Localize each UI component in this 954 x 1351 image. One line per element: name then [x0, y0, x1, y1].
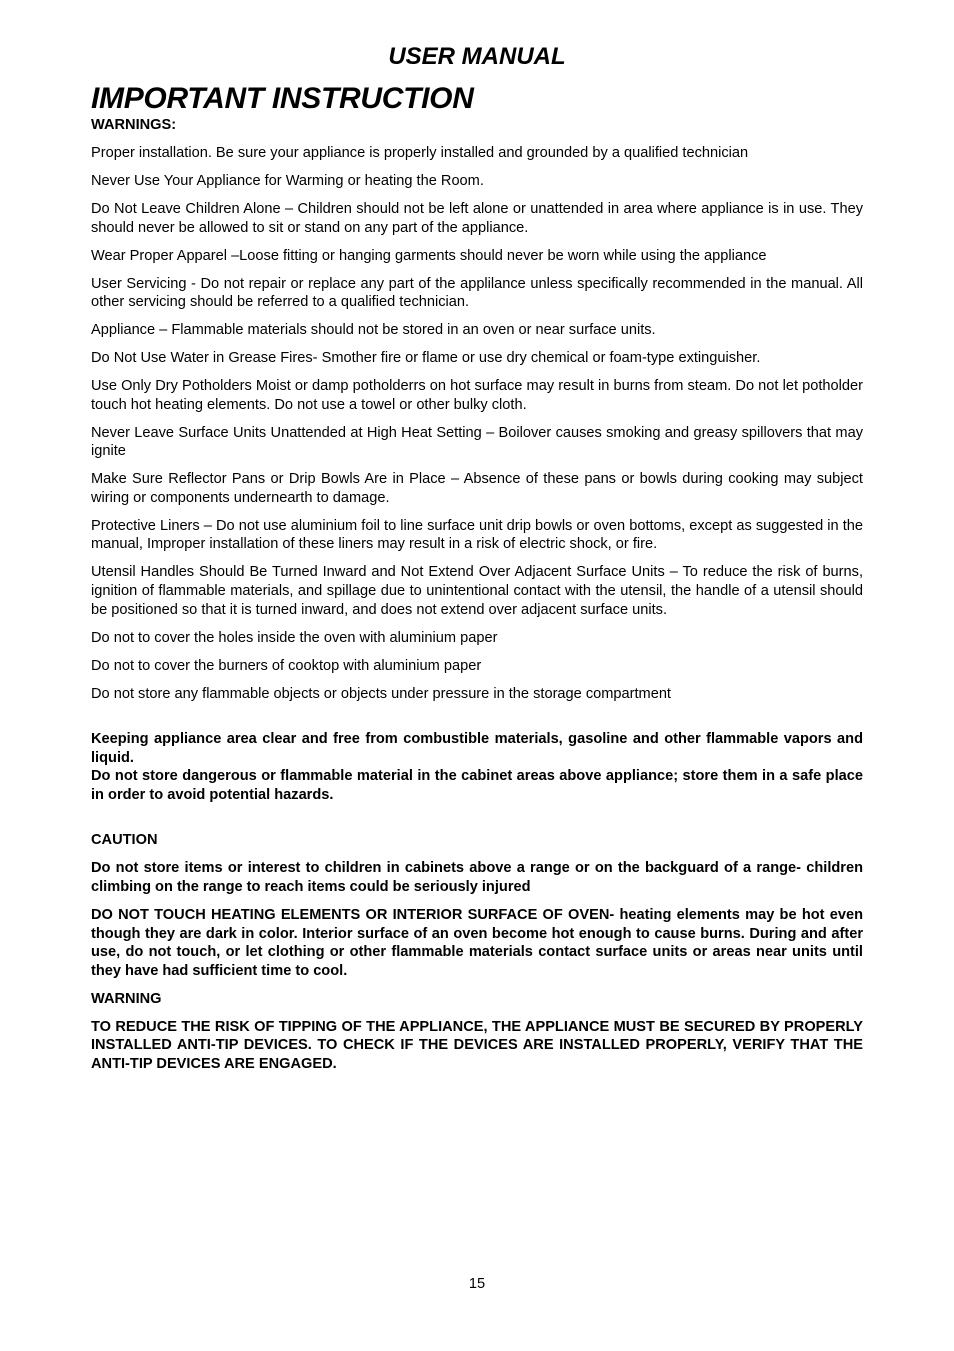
warnings-label: WARNINGS:	[91, 117, 177, 133]
warning-item: Never Use Your Appliance for Warming or heating the Room.	[91, 172, 484, 189]
caution-label: CAUTION	[91, 832, 158, 849]
warning-item: User Servicing - Do not repair or replace any part of the applilance unless specifically recommended in the manual. All other servicing should be referred to a qualified technician.	[91, 275, 863, 311]
warning-item: Do Not Leave Children Alone – Children should not be left alone or unattended in area where appliance is in use. They should never be allowed to sit or stand on any part of the appliance.	[91, 200, 863, 236]
warning-item: Wear Proper Apparel –Loose fitting or hanging garments should never be worn while using the appliance	[91, 247, 767, 264]
warning-item: Proper installation. Be sure your appliance is properly installed and grounded by a qualified technician	[91, 144, 749, 161]
bold-note: Keeping appliance area clear and free from combustible materials, gasoline and other flammable vapors and liquid.	[91, 731, 863, 766]
warning-label: WARNING	[91, 990, 162, 1007]
warning-item: Protective Liners – Do not use aluminium foil to line surface unit drip bowls or oven bottoms, except as suggested in the manual, Improper installation of these liners may result in a risk of electric shock, or fire.	[91, 517, 863, 553]
warning-item: Use Only Dry Potholders Moist or damp potholderrs on hot surface may result in burns from steam. Do not let potholder touch hot heating elements. Do not use a towel or other bulky cloth.	[91, 378, 863, 413]
page-number: 15	[468, 1276, 486, 1292]
instructions-body	[91, 116, 863, 1083]
header-title: USER MANUAL	[388, 43, 566, 70]
warning-item: Make Sure Reflector Pans or Drip Bowls Are in Place – Absence of these pans or bowls during cooking may subject wiring or components undernearth to damage.	[91, 471, 863, 506]
warning-item: Do not to cover the holes inside the oven with aluminium paper	[91, 629, 498, 646]
warning-text: TO REDUCE THE RISK OF TIPPING OF THE APPLIANCE, THE APPLIANCE MUST BE SECURED BY PROPERLY INSTALLED ANTI-TIP DEVICES. TO CHECK IF THE DEVICES ARE INSTALLED PROPERLY, VERIFY THAT THE ANTI-TIP DEVICES ARE ENGAGED.	[91, 1018, 863, 1072]
caution-item: DO NOT TOUCH HEATING ELEMENTS OR INTERIOR SURFACE OF OVEN- heating elements may be hot even though they are dark in color. Interior surface of an oven become hot enough to cause burns. During and after use, do not touch, or let clothing or other flammable materials contact surface units or areas near units until they have had sufficient time to cool.	[91, 907, 863, 979]
warning-item: Utensil Handles Should Be Turned Inward and Not Extend Over Adjacent Surface Units – To reduce the risk of burns, ignition of flammable materials, and spillage due to unintentional contact with the utensil, the handle of a utensil should be positioned so that it is turned inward, and does not extend over adjacent surface units.	[91, 564, 863, 618]
warning-item: Do not store any flammable objects or objects under pressure in the storage compartment	[91, 685, 671, 702]
warning-item: Do Not Use Water in Grease Fires- Smother fire or flame or use dry chemical or foam-type extinguisher.	[91, 350, 761, 367]
page-title: IMPORTANT INSTRUCTION	[91, 82, 474, 115]
warning-item: Appliance – Flammable materials should not be stored in an oven or near surface units.	[91, 322, 656, 339]
caution-item: Do not store items or interest to children in cabinets above a range or on the backguard of a range- children climbing on the range to reach items could be seriously injured	[91, 860, 863, 896]
bold-note: Do not store dangerous or flammable material in the cabinet areas above appliance; store them in a safe place in order to avoid potential hazards.	[91, 768, 863, 803]
warning-item: Do not to cover the burners of cooktop with aluminium paper	[91, 657, 482, 674]
warning-item: Never Leave Surface Units Unattended at High Heat Setting – Boilover causes smoking and greasy spillovers that may ignite	[91, 424, 863, 460]
